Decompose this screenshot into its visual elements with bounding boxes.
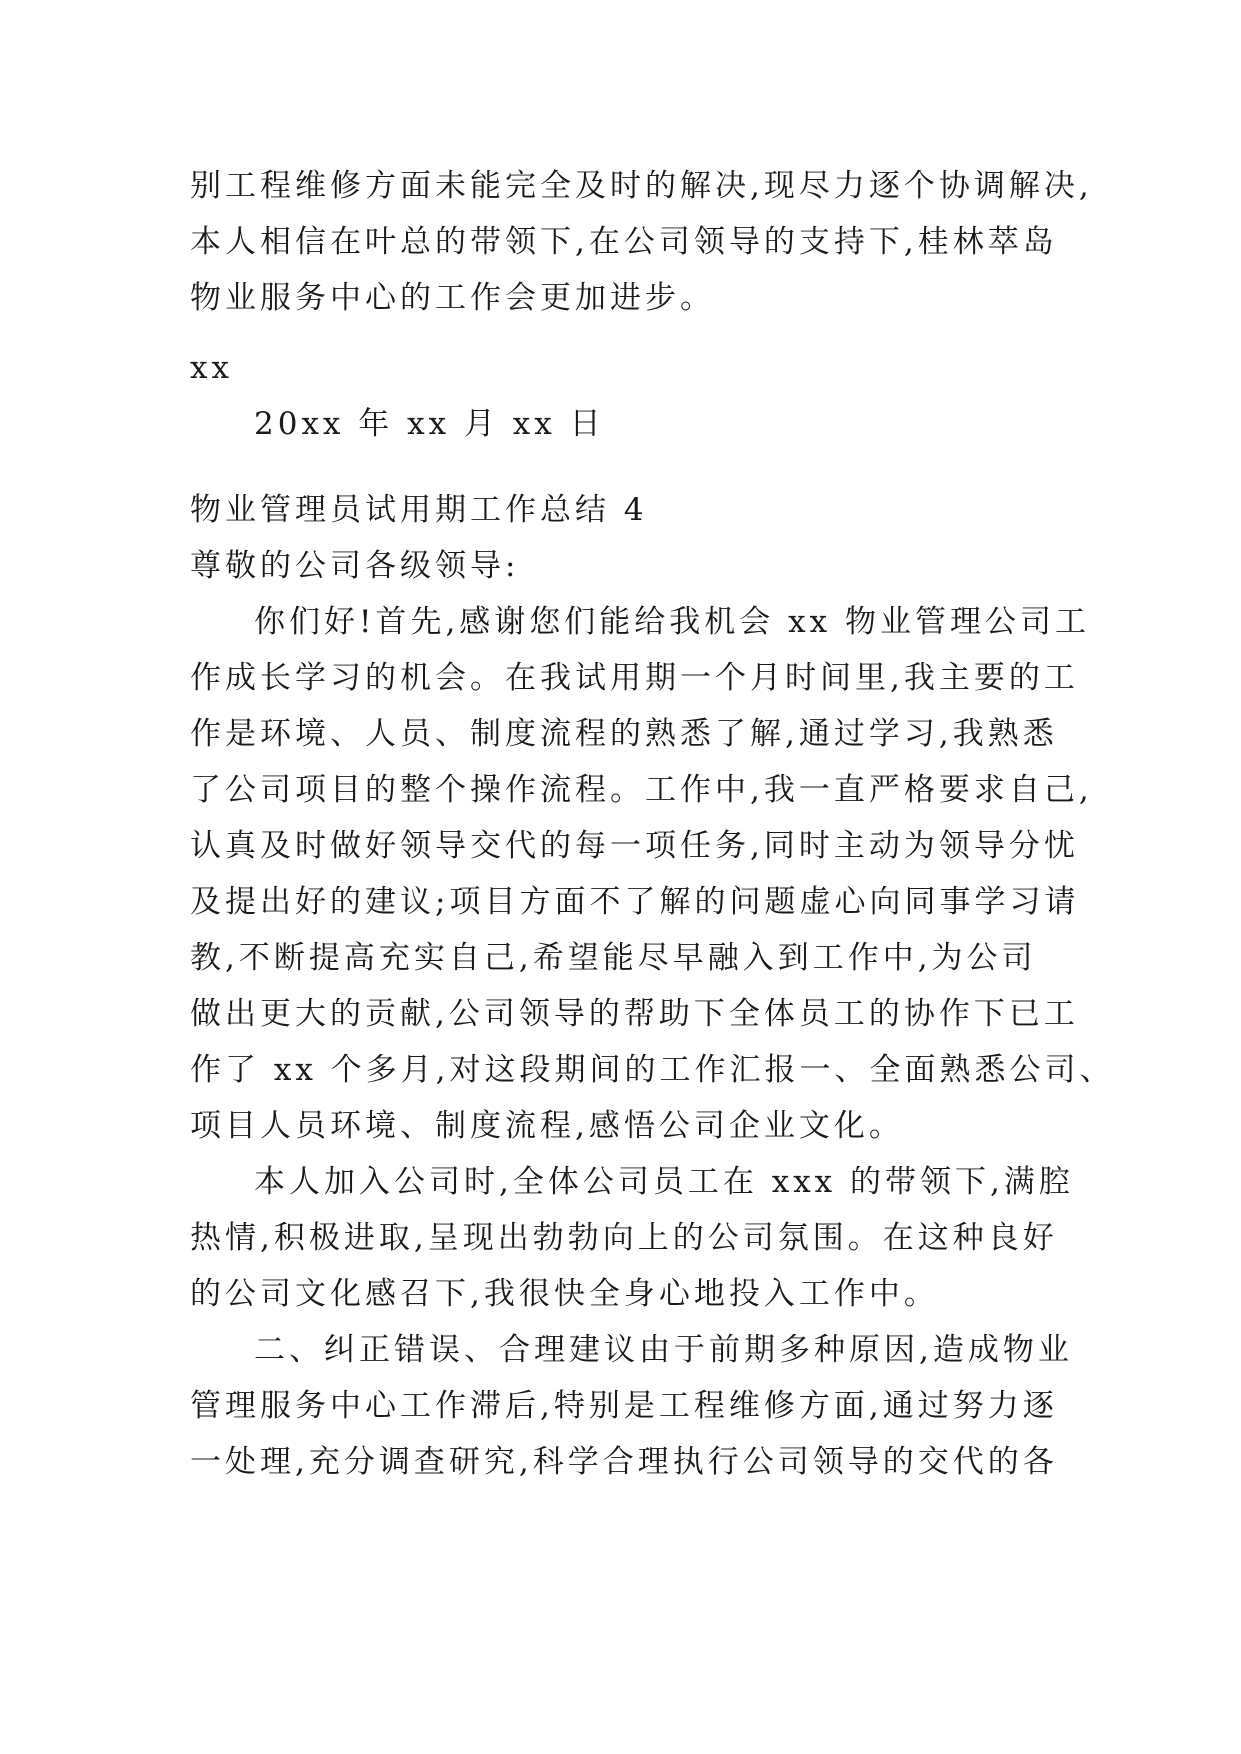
paragraph-line: 教,不断提高充实自己,希望能尽早融入到工作中,为公司 xyxy=(190,940,1037,976)
paragraph-line: 做出更大的贡献,公司领导的帮助下全体员工的协作下已工 xyxy=(190,996,1079,1032)
intro-line: 本人相信在叶总的带领下,在公司领导的支持下,桂林萃岛 xyxy=(190,224,1058,260)
paragraph-line: 一处理,充分调查研究,科学合理执行公司领导的交代的各 xyxy=(190,1444,1058,1480)
paragraph-line: 项目人员环境、制度流程,感悟公司企业文化。 xyxy=(190,1108,904,1144)
paragraph-line: 及提出好的建议;项目方面不了解的问题虚心向同事学习请 xyxy=(190,884,1080,920)
paragraph-line: 热情,积极进取,呈现出勃勃向上的公司氛围。在这种良好 xyxy=(190,1220,1058,1256)
intro-line: 物业服务中心的工作会更加进步。 xyxy=(190,280,715,316)
paragraph-line: 本人加入公司时,全体公司员工在 xxx 的带领下,满腔 xyxy=(254,1164,1074,1200)
signature-date: 20xx 年 xx 月 xx 日 xyxy=(254,406,605,442)
paragraph-line: 你们好!首先,感谢您们能给我机会 xx 物业管理公司工 xyxy=(254,604,1090,640)
paragraph-line: 认真及时做好领导交代的每一项任务,同时主动为领导分忧 xyxy=(190,828,1079,864)
paragraph-line: 的公司文化感召下,我很快全身心地投入工作中。 xyxy=(190,1276,939,1312)
signature-name: xx xyxy=(190,350,233,386)
paragraph-line: 作了 xx 个多月,对这段期间的工作汇报一、全面熟悉公司、 xyxy=(190,1052,1115,1088)
paragraph-line: 作成长学习的机会。在我试用期一个月时间里,我主要的工 xyxy=(190,660,1079,696)
paragraph-line: 作是环境、人员、制度流程的熟悉了解,通过学习,我熟悉 xyxy=(190,716,1058,752)
intro-line: 别工程维修方面未能完全及时的解决,现尽力逐个协调解决, xyxy=(190,168,1093,204)
salutation: 尊敬的公司各级领导: xyxy=(190,548,520,584)
section-title: 物业管理员试用期工作总结 4 xyxy=(190,492,648,528)
paragraph-line: 管理服务中心工作滞后,特别是工程维修方面,通过努力逐 xyxy=(190,1388,1058,1424)
paragraph-line: 二、纠正错误、合理建议由于前期多种原因,造成物业 xyxy=(254,1332,1073,1368)
document-body xyxy=(190,158,1115,1490)
paragraph-line: 了公司项目的整个操作流程。工作中,我一直严格要求自己, xyxy=(190,772,1093,808)
